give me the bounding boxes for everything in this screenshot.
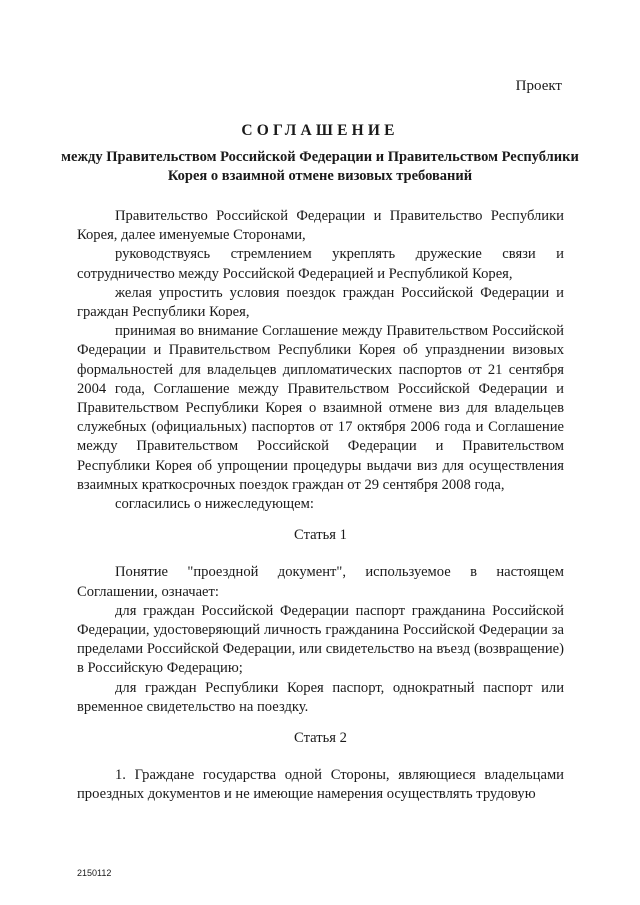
document-code: 2150112: [77, 868, 112, 878]
article-1-paragraph: для граждан Российской Федерации паспорт гражданина Российской Федерации, удостоверяющий личность гражданина Российской Федерации за пределами Российской Федерации, или свидетельство на въезд (возвращение) в Российскую Федерацию;: [77, 602, 564, 677]
preamble-paragraph: Правительство Российской Федерации и Правительство Республики Корея, далее именуемые Сторонами,: [77, 208, 564, 244]
article-1-paragraph: для граждан Республики Корея паспорт, однократный паспорт или временное свидетельство на поездку.: [77, 679, 564, 715]
draft-label: Проект: [515, 78, 562, 94]
document-body: [77, 207, 564, 805]
document-title: СОГЛАШЕНИЕ: [241, 122, 399, 139]
preamble-paragraph: руководствуясь стремлением укреплять дружеские связи и сотрудничество между Российской Федерацией и Республикой Корея,: [77, 246, 564, 282]
document-subtitle: между Правительством Российской Федерации и Правительством Республики Корея о взаимной отмене визовых требований: [61, 149, 579, 184]
article-2-paragraph: 1. Граждане государства одной Стороны, являющиеся владельцами проездных документов и не имеющие намерения осуществлять трудовую: [77, 767, 564, 803]
article-2-heading: Статья 2: [294, 730, 347, 747]
preamble-paragraph: желая упростить условия поездок граждан Российской Федерации и граждан Республики Корея,: [77, 284, 564, 321]
preamble-paragraph: согласились о нижеследующем:: [115, 496, 314, 513]
article-1-paragraph: Понятие "проездной документ", используемое в настоящем Соглашении, означает:: [77, 564, 564, 600]
article-1-heading: Статья 1: [294, 527, 347, 544]
preamble-paragraph: принимая во внимание Соглашение между Правительством Российской Федерации и Правительством Республики Корея об упразднении визовых формальностей для владельцев дипломатических паспортов от 21 сентября 2004 года, Соглашение между Правительством Российской Федерации и Правительством Республики Корея о взаимной отмене виз для владельцев служебных (официальных) паспортов от 17 октября 2006 года и Соглашение между Правительством Российской Федерации и Правительством Республики Корея об упрощении процедуры выдачи виз для осуществления взаимных краткосрочных поездок граждан от 29 сентября 2008 года,: [77, 323, 564, 493]
